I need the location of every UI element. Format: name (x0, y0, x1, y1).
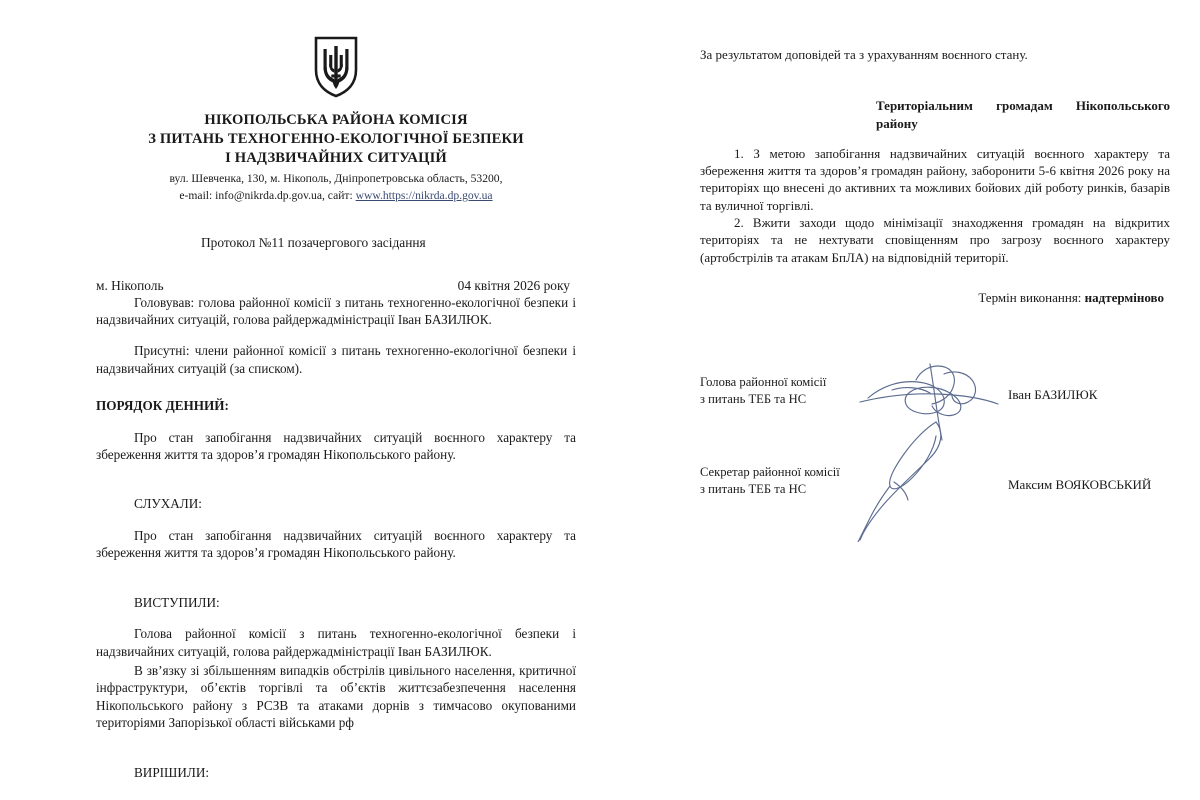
chairman-role-line-1: Голова районної комісії (700, 374, 827, 389)
signature-role-chairman (700, 374, 878, 408)
signature-row-chairman (700, 374, 1170, 418)
org-title-line-2: З ПИТАНЬ ТЕХНОГЕННО-ЕКОЛОГІЧНОЇ БЕЗПЕКИ (148, 130, 524, 147)
signature-role-secretary (700, 464, 878, 498)
handwritten-signature-chairman (858, 346, 1008, 447)
organization-email-line (96, 188, 576, 205)
addressee-paragraph: Територіальним громадам Нікопольського району (876, 98, 1170, 131)
deadline-label: Термін виконання: (978, 289, 1085, 305)
organization-contact (96, 171, 576, 205)
decided-label: ВИРІШИЛИ: (134, 764, 210, 780)
spoke-label: ВИСТУПИЛИ: (134, 594, 220, 610)
secretary-role-line-1: Секретар районної комісії (700, 464, 840, 479)
spoke-paragraph-1: Голова районної комісії з питань техногенно-екологічної безпеки і надзвичайних ситуацій, голова райдержадміністрації Іван БАЗИЛЮК. (96, 626, 576, 659)
emblem-container (96, 36, 576, 103)
date-label: 04 квітня 2026 року (457, 277, 570, 293)
website-link[interactable]: www.https://nikrda.dp.gov.ua (355, 188, 493, 202)
place-label: м. Нікополь (96, 277, 164, 293)
ukraine-coat-of-arms-trident-icon (314, 36, 358, 98)
signature-name-chairman: Іван БАЗИЛЮК (1008, 386, 1098, 402)
protocol-title: Протокол №11 позачергового засідання (201, 234, 426, 250)
email-text: e-mail: info@nikrda.dp.gov.ua, сайт: (179, 188, 356, 202)
spoke-paragraph-2: В зв’язку зі збільшенням випадків обстрілів цивільного населення, критичної інфраструктури, об’єктів торгівлі та об’єктів життєзабезпечення населення Нікопольського району з РСЗВ та атаками дорнів з тимчасово окупованими територіями Запорізької області військами рф (96, 662, 576, 731)
heard-paragraph: Про стан запобігання надзвичайних ситуацій воєнного характеру та збереження життя та здоров’я громадян Нікопольського району. (96, 527, 576, 561)
deadline-value: надтерміново (1084, 289, 1164, 305)
signature-row-secretary (700, 464, 1170, 508)
right-column (700, 46, 1170, 508)
chairman-role-line-2: з питань ТЕБ та НС (700, 391, 807, 406)
agenda-paragraph: Про стан запобігання надзвичайних ситуацій воєнного характеру та збереження життя та здоров’я громадян Нікопольського району. (96, 429, 576, 463)
org-title-line-1: НІКОПОЛЬСЬКА РАЙОНА КОМІСІЯ (204, 112, 468, 128)
lead-paragraph: За результатом доповідей та з урахуванням воєнного стану. (700, 47, 1028, 62)
attendees-paragraph: Присутні: члени районної комісії з питань техногенно-екологічної безпеки і надзвичайних ситуацій (за списком). (96, 343, 576, 376)
secretary-role-line-2: з питань ТЕБ та НС (700, 481, 807, 496)
deadline-line (700, 290, 1170, 306)
left-column (96, 36, 576, 781)
org-title-line-3: І НАДЗВИЧАЙНИХ СИТУАЦІЙ (225, 149, 447, 166)
resolution-item-1: 1. З метою запобігання надзвичайних ситуацій воєнного характеру та збереження життя та здоров’я громадян району, заборонити 5-6 квітня 2026 року на територіях що внесені до активних та можливих бойових дій роботу ринків, базарів та вуличної торгівлі. (700, 145, 1170, 213)
heard-label: СЛУХАЛИ: (134, 496, 202, 512)
organization-address: вул. Шевченка, 130, м. Нікополь, Дніпропетровська область, 53200, (169, 171, 503, 185)
signature-name-secretary: Максим ВОЯКОВСЬКИЙ (1008, 476, 1152, 492)
agenda-label: ПОРЯДОК ДЕННИЙ: (96, 398, 229, 414)
resolution-item-2: 2. Вжити заходи щодо мінімізації знаходження громадян на відкритих територіях та не нехтувати сповіщенням про загрозу воєнного характеру (артобстрілів та атакам БпЛА) на відповідній території. (700, 214, 1170, 265)
place-and-date (96, 278, 576, 294)
chaired-by-paragraph: Головував: голова районної комісії з питань техногенно-екологічної безпеки і надзвичайних ситуацій, голова райдержадміністрації Іван БАЗИЛЮК. (96, 294, 576, 327)
signature-block (700, 374, 1170, 508)
organization-title (96, 111, 576, 168)
